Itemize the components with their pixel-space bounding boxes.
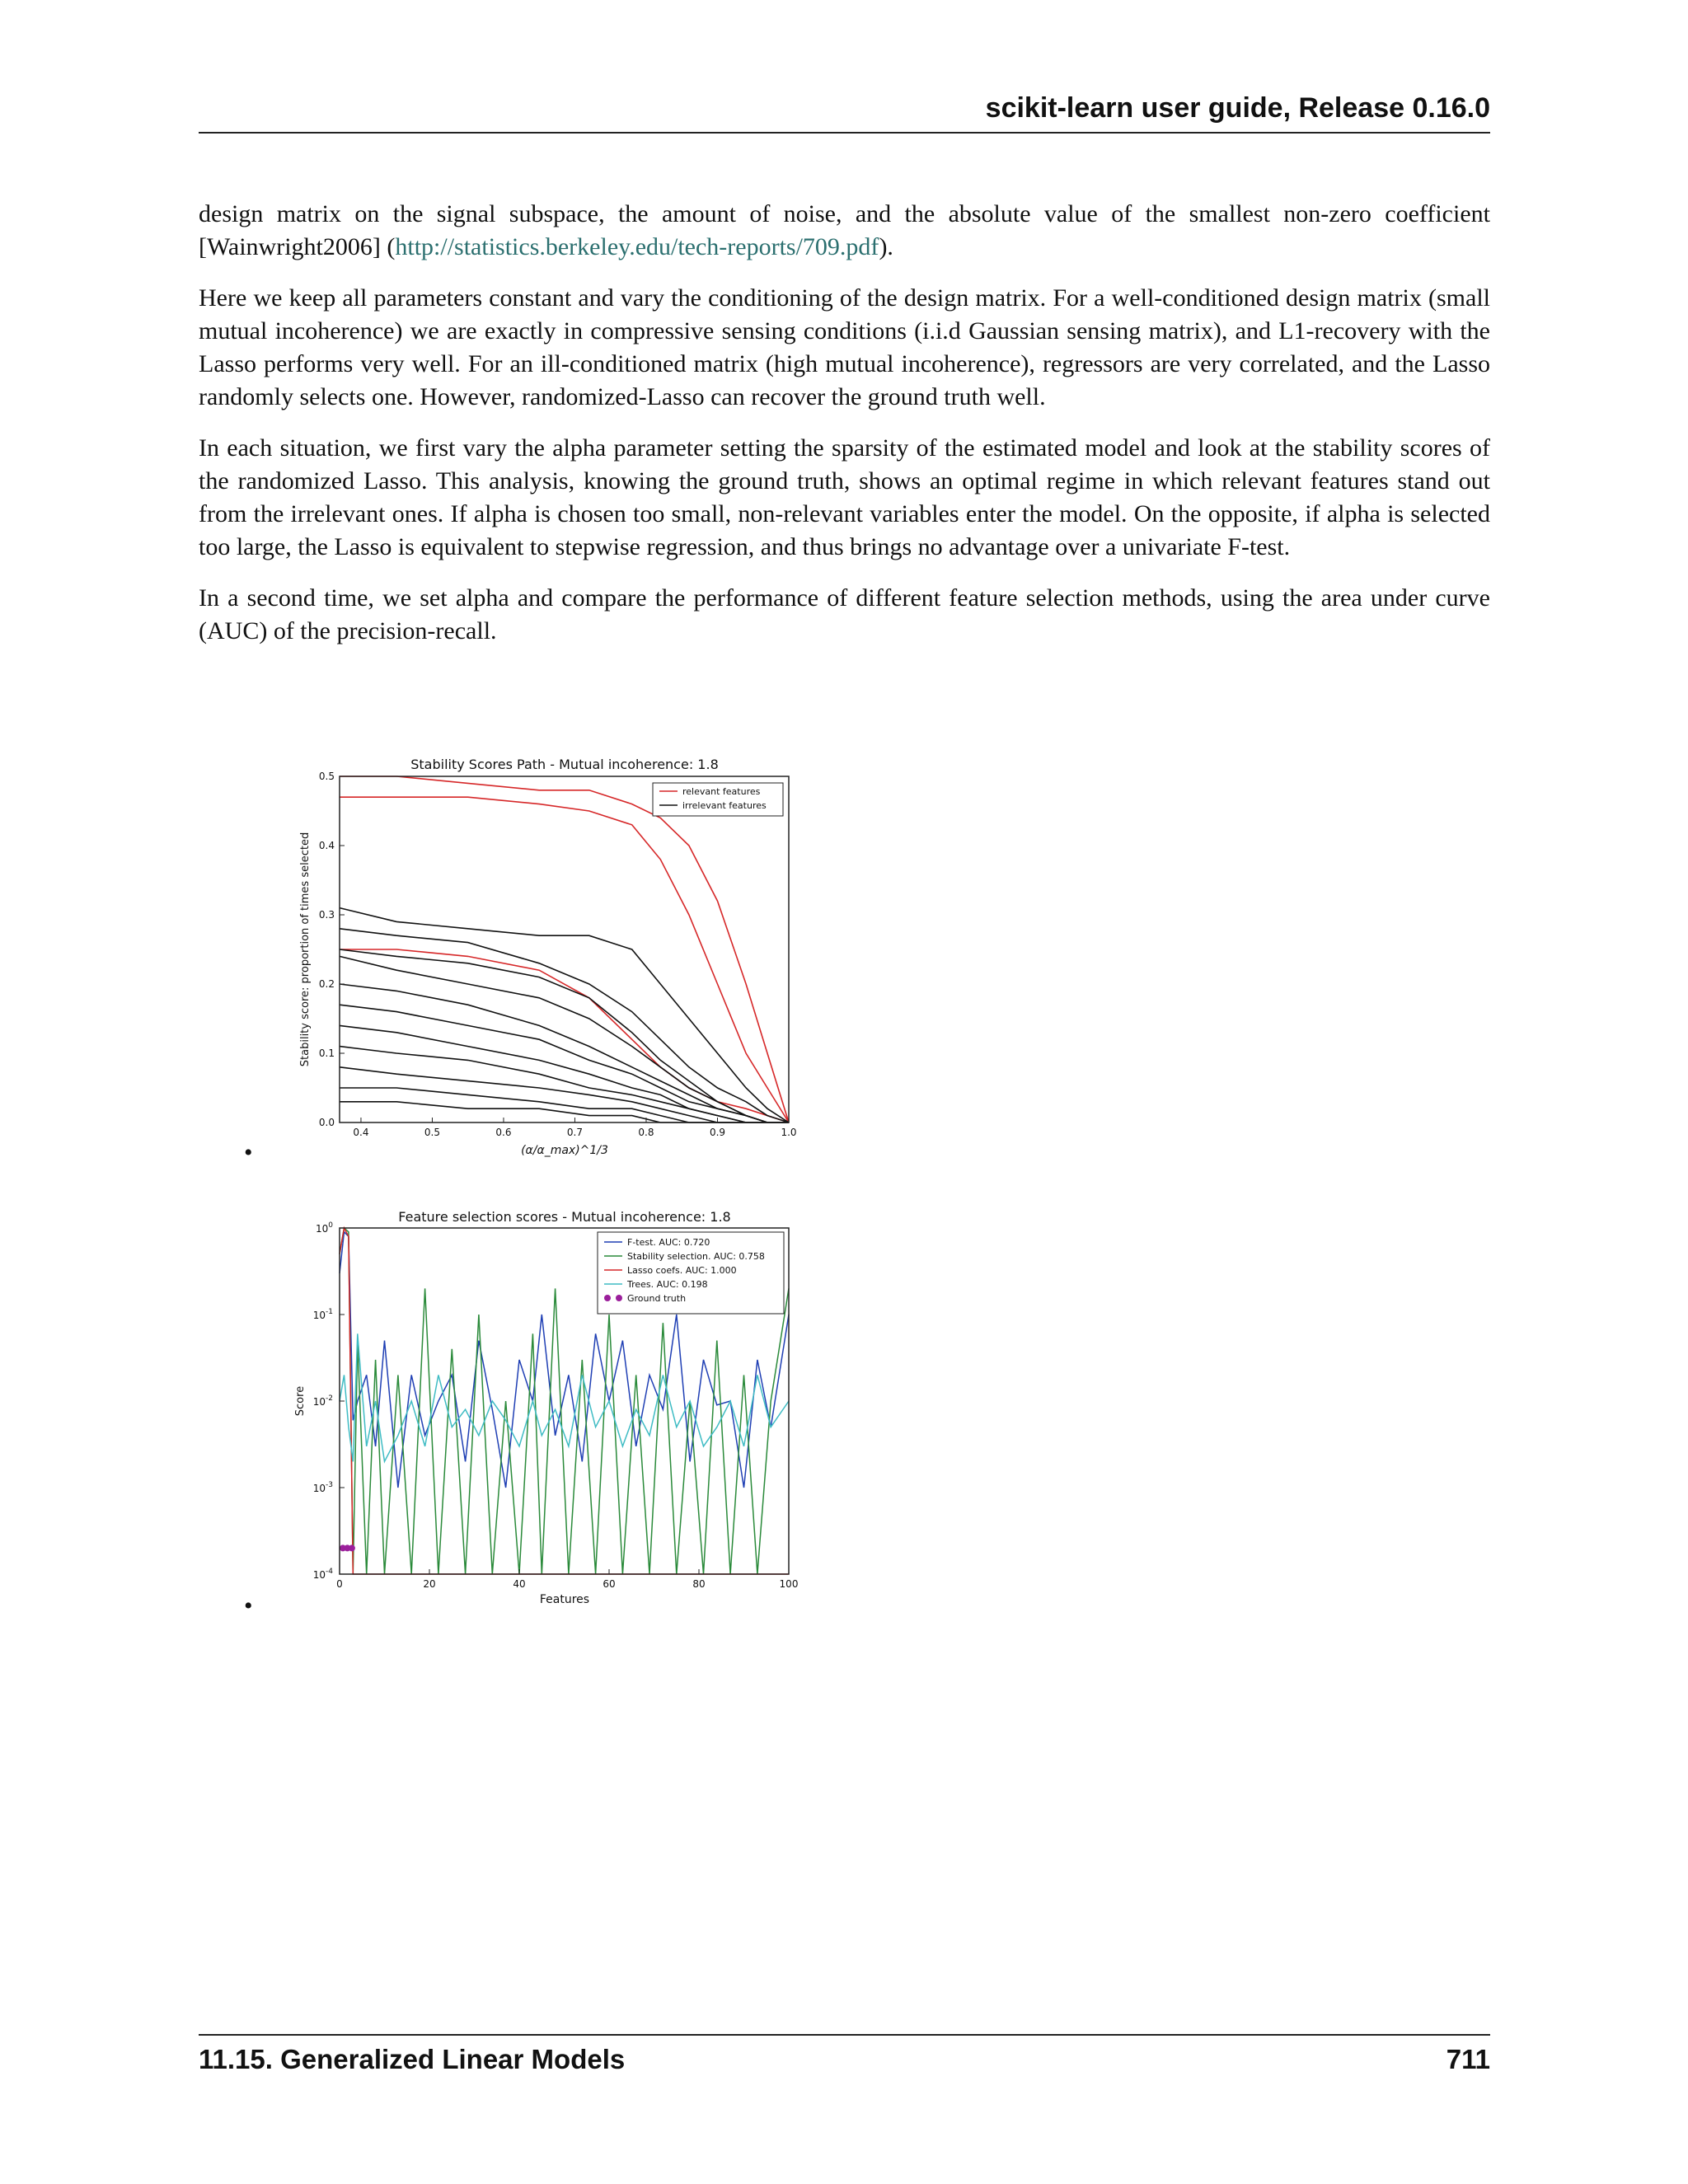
x-tick-label: 0.7	[566, 1127, 584, 1138]
chart-series-group	[340, 776, 789, 1122]
x-tick-label: 20	[423, 1578, 436, 1590]
x-tick-label: 100	[779, 1578, 799, 1590]
paragraph-1-text: design matrix on the signal subspace, the amount of noise, and the absolute value of the smallest non-zero coefficient [Wainwright2006] (	[199, 200, 1490, 260]
x-tick-label: 0.4	[353, 1127, 369, 1138]
x-tick-label: 0.6	[495, 1127, 512, 1138]
ground-truth-markers	[340, 1544, 355, 1551]
legend-label: relevant features	[682, 786, 761, 797]
tech-report-link[interactable]: http://statistics.berkeley.edu/tech-reports/709.pdf	[395, 233, 879, 260]
x-tick-label: 0.9	[709, 1127, 726, 1138]
chart-legend	[598, 1232, 784, 1314]
x-axis-label: (α/α_max)^1/3	[521, 1144, 608, 1157]
legend-label: irrelevant features	[682, 800, 767, 811]
footer-rule	[199, 2034, 1490, 2036]
figure-feature-selection	[280, 1203, 808, 1619]
y-tick-label: 0.5	[318, 771, 335, 782]
header-title: scikit-learn user guide, Release 0.16.0	[985, 92, 1490, 124]
bullet-2: •	[244, 1592, 253, 1619]
paragraph-2: Here we keep all parameters constant and vary the conditioning of the design matrix. For a well-conditioned design matrix (small mutual incoherence) we are exactly in compressive sensing conditions (i.i.d Gaussian sensing matrix), and L1-recovery with the Lasso performs very well. For an ill-conditioned matrix (high mutual incoherence), regressors are very correlated, and the Lasso randomly selects one. However, randomized-Lasso can recover the ground truth well.	[199, 284, 1490, 410]
footer-section: 11.15. Generalized Linear Models	[199, 2044, 626, 2074]
paragraph-3: In each situation, we first vary the alpha parameter setting the sparsity of the estimated model and look at the stability scores of the randomized Lasso. This analysis, knowing the ground truth, shows an optimal regime in which relevant features stand out from the irrelevant ones. If alpha is chosen too small, non-relevant variables enter the model. On the opposite, if alpha is selected too large, the Lasso is equivalent to stepwise regression, and thus brings no advantage over a univariate F-test.	[199, 434, 1490, 560]
y-tick-label: 0.3	[318, 909, 335, 921]
y-tick-label: 0.4	[318, 840, 335, 851]
figure-stability-path	[280, 750, 808, 1166]
chart-title: Feature selection scores - Mutual incoherence: 1.8	[398, 1209, 731, 1225]
irrelevant-feature-line	[340, 1067, 789, 1122]
x-tick-label: 0.8	[638, 1127, 654, 1138]
paragraph-1-end: ).	[879, 233, 893, 260]
page-header	[199, 92, 1490, 134]
body-text	[199, 198, 1490, 666]
legend-label: Stability selection. AUC: 0.758	[627, 1251, 765, 1262]
legend-label: Lasso coefs. AUC: 1.000	[627, 1265, 737, 1276]
y-tick-label: 0.1	[318, 1047, 335, 1059]
irrelevant-feature-line	[340, 1088, 789, 1122]
y-tick-label: $10^{-2}$	[312, 1394, 333, 1408]
irrelevant-feature-line	[340, 1025, 789, 1122]
stability-path-chart	[280, 750, 808, 1162]
y-axis-label: Stability score: proportion of times selected	[299, 832, 312, 1067]
legend-swatch	[604, 1295, 611, 1301]
plot-frame	[340, 776, 789, 1122]
legend-label: Trees. AUC: 0.198	[627, 1279, 708, 1290]
relevant-feature-line	[340, 776, 789, 1122]
x-tick-label: 1.0	[781, 1127, 797, 1138]
legend-label: F-test. AUC: 0.720	[627, 1237, 710, 1248]
ground-truth-point	[349, 1544, 355, 1551]
axis-ticks	[319, 771, 797, 1138]
x-tick-label: 80	[692, 1578, 706, 1590]
paragraph-4: In a second time, we set alpha and compare the performance of different feature selection methods, using the area under curve (AUC) of the precision-recall.	[199, 584, 1490, 644]
legend-swatch	[616, 1295, 622, 1301]
y-tick-label: 0.0	[318, 1117, 335, 1128]
y-tick-label: $10^{-1}$	[312, 1308, 333, 1321]
bullet-1: •	[244, 1139, 253, 1166]
page-number: 711	[1446, 2044, 1490, 2074]
y-tick-label: $10^{-4}$	[312, 1568, 333, 1581]
legend-label: Ground truth	[627, 1293, 687, 1304]
y-axis-label: Score	[294, 1385, 307, 1417]
y-tick-label: $10^0$	[315, 1221, 333, 1235]
relevant-feature-line	[340, 797, 789, 1122]
paragraph-1	[199, 198, 1490, 264]
irrelevant-feature-line	[340, 984, 789, 1122]
x-tick-label: 60	[603, 1578, 616, 1590]
y-tick-label: $10^{-3}$	[312, 1481, 333, 1494]
x-tick-label: 0.5	[424, 1127, 441, 1138]
feature-selection-chart	[280, 1203, 808, 1615]
chart-legend	[653, 783, 783, 816]
x-tick-label: 0	[336, 1578, 343, 1590]
y-tick-label: 0.2	[318, 978, 335, 990]
irrelevant-feature-line	[340, 956, 789, 1122]
x-tick-label: 40	[513, 1578, 526, 1590]
x-axis-label: Features	[539, 1593, 590, 1606]
chart-title: Stability Scores Path - Mutual incoherence: 1.8	[410, 757, 719, 772]
